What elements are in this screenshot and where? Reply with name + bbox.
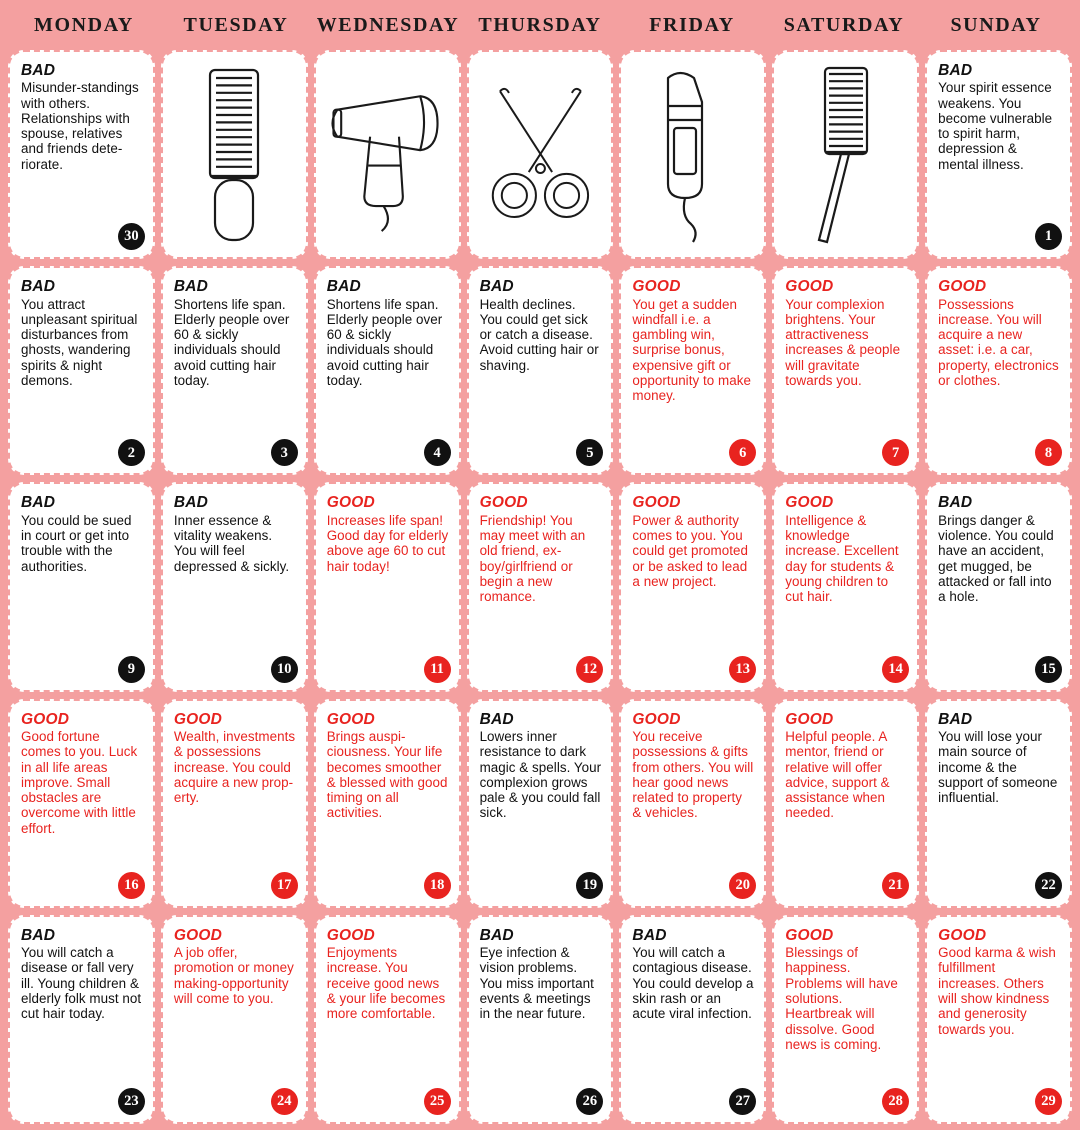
- day-number-badge: 10: [271, 656, 298, 683]
- verdict-label: BAD: [938, 710, 973, 728]
- calendar-day-15[interactable]: [925, 482, 1072, 691]
- day-description: You attract unpleasant spiritual disturbances from ghosts, wandering spirits & night demons.: [21, 296, 138, 388]
- day-description: Brings auspi-ciousness. Your life becomes smoother & blessed with good timing on all activities.: [326, 728, 448, 821]
- verdict-label: GOOD: [326, 926, 375, 944]
- verdict-label: GOOD: [326, 710, 375, 728]
- verdict-label: GOOD: [938, 926, 987, 944]
- calendar-day-11[interactable]: [314, 482, 461, 691]
- day-description: Blessings of happiness. Problems will have solutions. Heartbreak will dissolve. Good news is coming.: [785, 945, 898, 1052]
- verdict-label: BAD: [21, 278, 56, 296]
- flat-iron-icon: [625, 56, 760, 253]
- day-description: Eye infection & vision problems. You miss important events & meetings in the near future.: [479, 945, 594, 1022]
- day-number-badge: 27: [729, 1088, 756, 1115]
- day-description: Health declines. You could get sick or catch a disease. Avoid cutting hair or shaving.: [479, 296, 599, 373]
- calendar-day-27[interactable]: [619, 915, 766, 1124]
- weekday-label-thursday: THURSDAY: [478, 13, 602, 36]
- weekday-label-monday: MONDAY: [34, 13, 134, 36]
- verdict-label: GOOD: [785, 278, 834, 296]
- verdict-label: BAD: [938, 494, 973, 512]
- calendar-day-8[interactable]: [925, 266, 1072, 475]
- verdict-label: BAD: [173, 278, 209, 296]
- calendar-day-3[interactable]: [161, 266, 308, 475]
- verdict-label: GOOD: [173, 710, 223, 728]
- day-number-badge: 8: [1035, 439, 1062, 466]
- verdict-label: GOOD: [632, 278, 681, 296]
- verdict-label: GOOD: [326, 494, 375, 512]
- calendar-day-1[interactable]: [925, 50, 1072, 259]
- calendar-cell-illustration[interactable]: [772, 50, 919, 259]
- day-description: Brings danger & violence. You could have an accident, get mugged, be attacked or fall into a hole.: [938, 512, 1054, 605]
- verdict-label: GOOD: [785, 926, 834, 944]
- day-description: Possessions increase. You will acquire a new asset: i.e. a car, property, electronics or clothes.: [938, 296, 1059, 388]
- calendar-cell-illustration[interactable]: [161, 50, 308, 259]
- verdict-label: BAD: [21, 494, 56, 512]
- verdict-label: GOOD: [479, 494, 528, 512]
- day-description: Lowers inner resistance to dark magic & spells. Your complexion grows pale & you could fall sick.: [479, 728, 602, 821]
- day-number-badge: 9: [118, 656, 145, 683]
- calendar-day-7[interactable]: [772, 266, 919, 475]
- calendar-day-24[interactable]: [161, 915, 308, 1124]
- verdict-label: BAD: [326, 278, 361, 296]
- calendar-day-28[interactable]: [772, 915, 919, 1124]
- weekday-header-row: [8, 0, 1072, 50]
- calendar-day-2[interactable]: [8, 266, 155, 475]
- calendar-cell-illustration[interactable]: [619, 50, 766, 259]
- weekday-label-sunday: SUNDAY: [950, 13, 1042, 36]
- calendar-day-26[interactable]: [467, 915, 614, 1124]
- calendar-day-6[interactable]: [619, 266, 766, 475]
- scissors-icon: [473, 56, 608, 253]
- verdict-label: BAD: [479, 710, 514, 728]
- weekday-label-tuesday: TUESDAY: [183, 13, 289, 36]
- day-number-badge: 18: [424, 872, 451, 899]
- verdict-label: BAD: [938, 62, 973, 79]
- day-number-badge: 6: [729, 439, 756, 466]
- verdict-label: BAD: [632, 926, 667, 944]
- day-number-badge: 17: [271, 872, 298, 899]
- calendar-day-14[interactable]: [772, 482, 919, 691]
- day-description: Your complexion brightens. Your attractiveness increases & people will gravitate towards you.: [785, 296, 901, 388]
- day-number-badge: 28: [882, 1088, 909, 1115]
- day-description: Good karma & wish fulfillment increases. Others will show kindness and generosity towards you.: [938, 945, 1056, 1037]
- calendar-cell-illustration[interactable]: [467, 50, 614, 259]
- calendar-day-18[interactable]: [314, 699, 461, 908]
- day-description: Wealth, investments & possessions increase. You could acquire a new prop-erty.: [173, 728, 296, 806]
- weekday-label-wednesday: WEDNESDAY: [316, 13, 460, 36]
- day-number-badge: 21: [882, 872, 909, 899]
- day-number-badge: 24: [271, 1088, 298, 1115]
- calendar-day-5[interactable]: [467, 266, 614, 475]
- day-number-badge: 3: [271, 439, 298, 466]
- day-description: Intelligence & knowledge increase. Excellent day for students & young children to cut hair.: [785, 512, 899, 605]
- calendar-day-4[interactable]: [314, 266, 461, 475]
- day-description: Increases life span! Good day for elderly above age 60 to cut hair today!: [326, 512, 449, 574]
- calendar-day-25[interactable]: [314, 915, 461, 1124]
- day-number-badge: 22: [1035, 872, 1062, 899]
- day-number-badge: 20: [729, 872, 756, 899]
- day-number-badge: 30: [118, 223, 145, 250]
- day-description: A job offer, promotion or money making-opportunity will come to you.: [173, 945, 294, 1006]
- day-number-badge: 11: [424, 656, 451, 683]
- verdict-label: GOOD: [173, 926, 223, 944]
- day-number-badge: 19: [576, 872, 603, 899]
- calendar-grid: [8, 50, 1072, 1124]
- day-number-badge: 26: [576, 1088, 603, 1115]
- day-description: Misunder-standings with others. Relationships with spouse, relatives and friends dete-riorate.: [21, 80, 139, 172]
- comb-icon: [167, 56, 302, 253]
- calendar-day-10[interactable]: [161, 482, 308, 691]
- calendar-cell-illustration[interactable]: [314, 50, 461, 259]
- tail-comb-icon: [778, 56, 913, 253]
- day-number-badge: 13: [729, 656, 756, 683]
- verdict-label: BAD: [479, 926, 514, 944]
- day-number-badge: 15: [1035, 656, 1062, 683]
- verdict-label: GOOD: [785, 494, 834, 512]
- verdict-label: GOOD: [785, 710, 834, 728]
- calendar-day-22[interactable]: [925, 699, 1072, 908]
- calendar-day-16[interactable]: [8, 699, 155, 908]
- day-description: You will catch a contagious disease. You could develop a skin rash or an acute viral infection.: [632, 945, 754, 1022]
- calendar-day-29[interactable]: [925, 915, 1072, 1124]
- day-description: You could be sued in court or get into trouble with the authorities.: [21, 512, 132, 574]
- day-description: Power & authority comes to you. You could get promoted or be asked to lead a new project.: [632, 512, 748, 589]
- day-number-badge: 1: [1035, 223, 1062, 250]
- calendar-day-12[interactable]: [467, 482, 614, 691]
- verdict-label: GOOD: [632, 710, 681, 728]
- calendar-day-17[interactable]: [161, 699, 308, 908]
- day-description: You receive possessions & gifts from others. You will hear good news related to property & vehicles.: [632, 728, 754, 821]
- day-description: You will catch a disease or fall very ill. Young children & elderly folk must not cut hair today.: [21, 945, 142, 1022]
- day-number-badge: 12: [576, 656, 603, 683]
- verdict-label: BAD: [479, 278, 514, 296]
- calendar-day-30[interactable]: [8, 50, 155, 259]
- calendar-day-20[interactable]: [619, 699, 766, 908]
- calendar-day-23[interactable]: [8, 915, 155, 1124]
- day-number-badge: 7: [882, 439, 909, 466]
- calendar-day-21[interactable]: [772, 699, 919, 908]
- verdict-label: BAD: [21, 62, 56, 79]
- weekday-label-friday: FRIDAY: [649, 13, 735, 36]
- day-number-badge: 23: [118, 1088, 145, 1115]
- day-number-badge: 14: [882, 656, 909, 683]
- verdict-label: GOOD: [632, 494, 681, 512]
- day-description: You get a sudden windfall i.e. a gambling win, surprise bonus, expensive gift or opportunity to make money.: [632, 296, 751, 404]
- verdict-label: BAD: [21, 926, 56, 944]
- day-number-badge: 29: [1035, 1088, 1062, 1115]
- calendar-day-19[interactable]: [467, 699, 614, 908]
- day-number-badge: 16: [118, 872, 145, 899]
- day-description: Shortens life span. Elderly people over 60 & sickly individuals should avoid cutting hair today.: [326, 296, 443, 388]
- day-description: Enjoyments increase. You receive good news & your life becomes more comfortable.: [326, 945, 446, 1022]
- weekday-label-saturday: SATURDAY: [783, 13, 905, 36]
- day-description: Inner essence & vitality weakens. You will feel depressed & sickly.: [173, 512, 290, 574]
- day-number-badge: 25: [424, 1088, 451, 1115]
- day-description: Helpful people. A mentor, friend or relative will offer advice, support & assistance when needed.: [785, 728, 890, 821]
- day-description: Friendship! You may meet with an old friend, ex-boy/girlfriend or begin a new romance.: [479, 512, 586, 605]
- calendar-day-9[interactable]: [8, 482, 155, 691]
- day-description: Shortens life span. Elderly people over 60 & sickly individuals should avoid cutting hair today.: [173, 296, 290, 388]
- day-description: You will lose your main source of income & the support of someone influential.: [938, 728, 1058, 806]
- day-number-badge: 5: [576, 439, 603, 466]
- day-description: Your spirit essence weakens. You become vulnerable to spirit harm, depression & mental illness.: [938, 80, 1053, 172]
- day-description: Good fortune comes to you. Luck in all life areas improve. Small obstacles are overcome with little effort.: [21, 728, 138, 836]
- day-number-badge: 4: [424, 439, 451, 466]
- hair-dryer-icon: [320, 56, 455, 253]
- calendar-day-13[interactable]: [619, 482, 766, 691]
- verdict-label: BAD: [173, 494, 209, 512]
- verdict-label: GOOD: [938, 278, 987, 296]
- verdict-label: GOOD: [21, 710, 70, 728]
- day-number-badge: 2: [118, 439, 145, 466]
